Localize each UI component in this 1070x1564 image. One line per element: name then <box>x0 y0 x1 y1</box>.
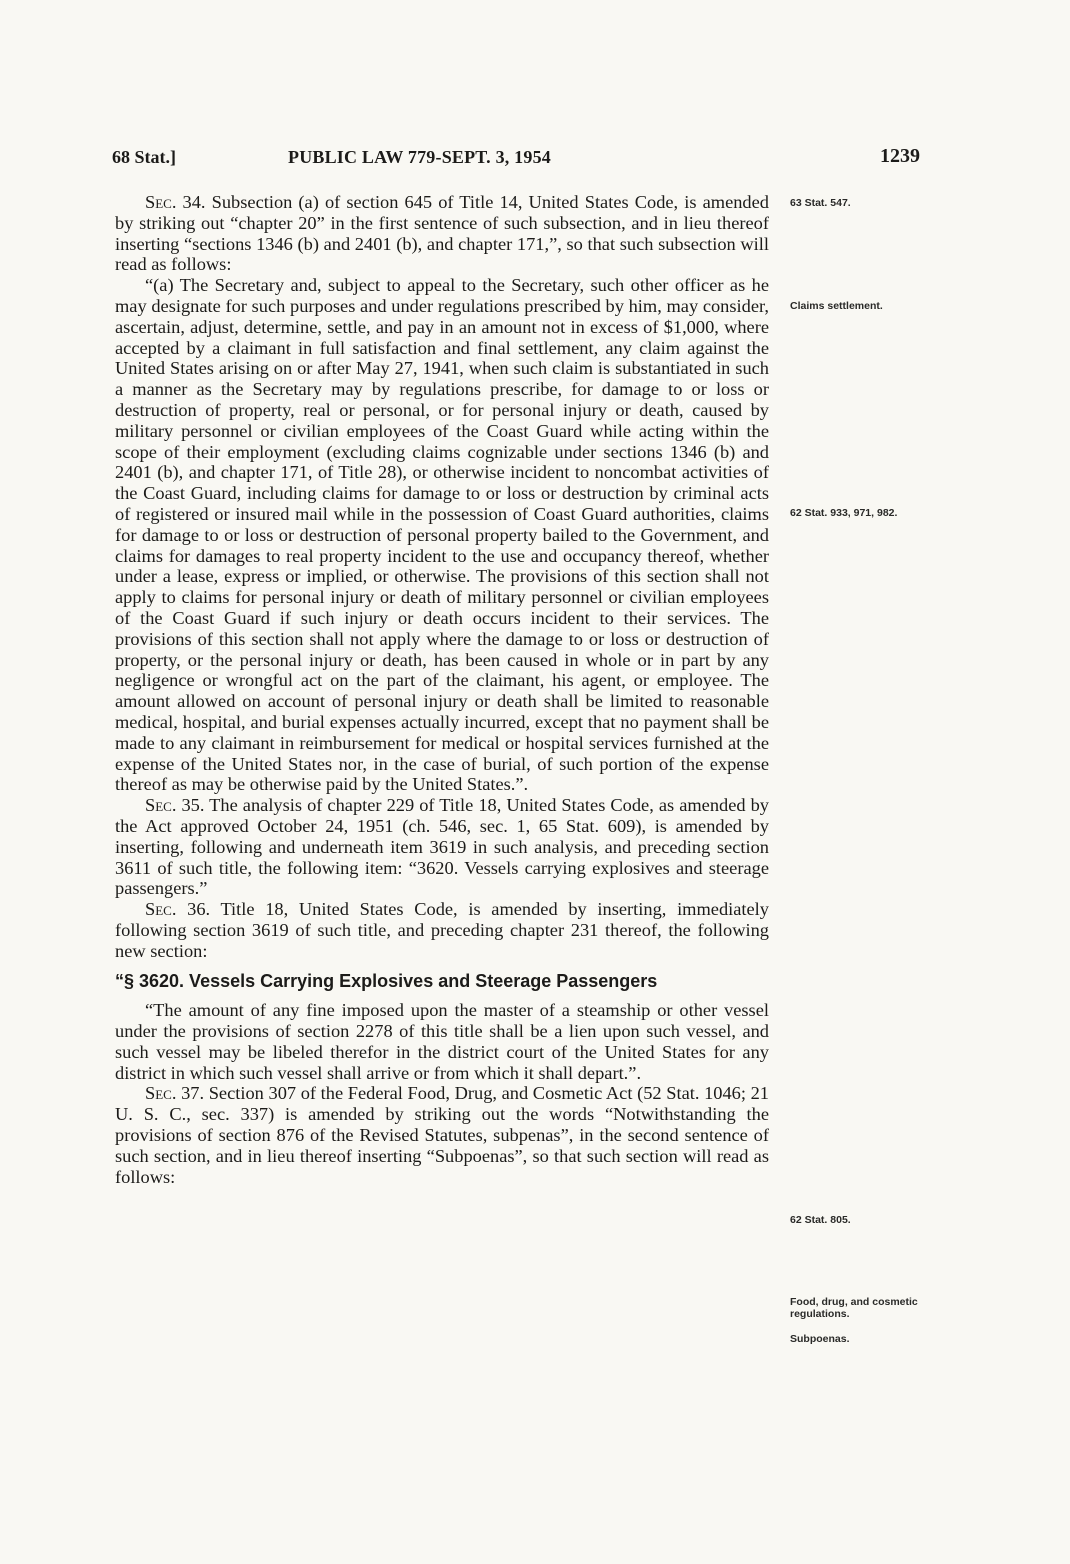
paragraph-sec-34 <box>115 192 769 275</box>
paragraph-text: Title 18, United States Code, is amended by inserting, immediately following section 3619 of such title, and preceding chapter 231 thereof, the following new section: <box>115 899 769 961</box>
paragraph-text: Section 307 of the Federal Food, Drug, and Cosmetic Act (52 Stat. 1046; 21 U. S. C., sec. 337) is amended by striking out the words “Notwithstanding the provisions of section 876 of the Revised Statutes, subpenas”, in the second sentence of such section, and in lieu thereof inserting “Subpoenas”, so that such section will read as follows: <box>115 1083 769 1187</box>
margin-note-citation: 62 Stat. 933, 971, 982. <box>790 507 898 519</box>
running-header <box>112 147 920 173</box>
section-heading: “§ 3620. Vessels Carrying Explosives and Steerage Passengers <box>115 971 658 992</box>
paragraph-sec-36 <box>115 899 769 961</box>
paragraph-sec-37 <box>115 1083 769 1187</box>
margin-note-citation: 62 Stat. 805. <box>790 1214 851 1226</box>
paragraph-text: The analysis of chapter 229 of Title 18, United States Code, as amended by the Act approved October 24, 1951 (ch. 546, sec. 1, 65 Stat. 609), is amended by inserting, following and underneath item 3619 in such analysis, and preceding section 3611 of such title, the following item: “3620. Vessels carrying explosives and steerage passengers.” <box>115 795 769 899</box>
paragraph-text: “(a) The Secretary and, subject to appeal to the Secretary, such other officer as he may designate for such purposes and under regulations prescribed by him, may consider, ascertain, adjust, determine, settle, and pay in an amount not in excess of $1,000, where accepted by a claimant in full satisfaction and final settlement, any claim against the United States arising on or after May 27, 1941, when such claim is substantiated in such a manner as the Secretary may by regulations prescribe, for damage to or loss or destruction of property, real or personal, or for personal injury or death, caused by military personnel or civilian employees of the Coast Guard while acting within the scope of their employment (excluding claims cognizable under sections 1346 (b) and 2401 (b), and chapter 171, of Title 28), or otherwise incident to noncombat activities of the Coast Guard, including claims for damage to or loss or destruction by criminal acts of registered or insured mail while in the possession of Coast Guard authorities, claims for damage to or loss or destruction of personal property bailed to the Government, and claims for damages to real property incident to the use and occupancy thereof, whether under a lease, express or implied, or otherwise. The provisions of this section shall not apply to claims for personal injury or death of military personnel or civilian employees of the Coast Guard if such injury or death occurs incident to their services. The provisions of this section shall not apply where the damage to or loss or destruction of property, or the personal injury or death, has been caused in whole or in part by any negligence or wrongful act on the part of the claimant, his agent, or employee. The amount allowed on account of personal injury or death shall be limited to reasonable medical, hospital, and burial expenses actually incurred, except that no payment shall be made to any claimant in reimbursement for medical or hospital services furnished at the expense of the United States nor, in the case of burial, of such portion of the expense thereof as may be otherwise paid by the United States.”. <box>115 275 769 795</box>
section-label: Sec. 36. <box>145 899 211 920</box>
paragraph-text: Subsection (a) of section 645 of Title 14, United States Code, is amended by striking out “chapter 20” in the first sentence of such subsection, and in lieu thereof inserting “sections 1346 (b) and 2401 (b), and chapter 171,”, so that such subsection will read as follows: <box>115 192 769 275</box>
paragraph-sec-35 <box>115 795 769 899</box>
paragraph-quoted-section <box>115 1000 769 1083</box>
margin-note-claims: Claims settlement. <box>790 300 883 312</box>
section-label: Sec. 34. <box>145 192 206 212</box>
page-title: PUBLIC LAW 779-SEPT. 3, 1954 <box>288 147 551 167</box>
margin-note-subpoenas: Subpoenas. <box>790 1333 850 1345</box>
paragraph-text: “The amount of any fine imposed upon the master of a steamship or other vessel under the provisions of section 2278 of this title shall be a lien upon such vessel, and such vessel may be libeled therefor in the district court of the United States for any district in which such vessel shall arrive or from which it shall depart.”. <box>115 1000 769 1083</box>
volume-reference: 68 Stat.] <box>112 147 176 167</box>
section-label: Sec. 35. <box>145 795 205 816</box>
section-label: Sec. 37. <box>145 1083 205 1104</box>
paragraph-quoted-subsection <box>115 275 769 795</box>
page-number: 1239 <box>880 145 920 167</box>
body-text <box>115 192 769 1187</box>
margin-note-food-drug: Food, drug, and cosmetic regulations. <box>790 1296 918 1320</box>
margin-note-citation: 63 Stat. 547. <box>790 197 851 209</box>
